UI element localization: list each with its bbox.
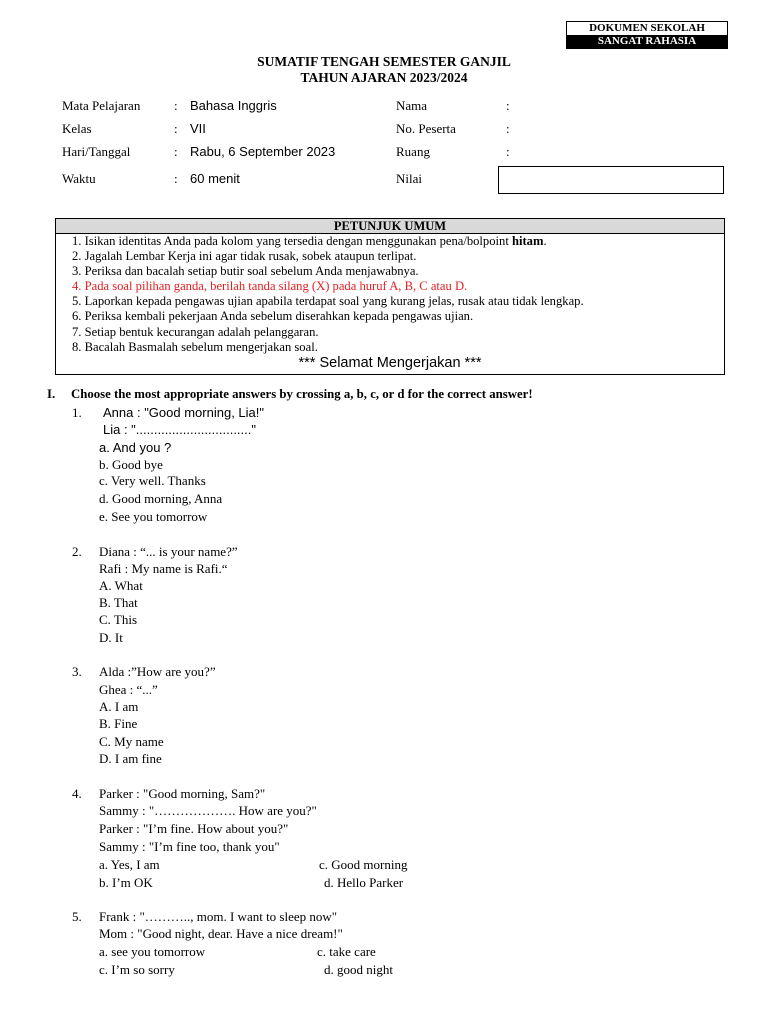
option-a[interactable]: a. Yes, I am (99, 857, 160, 872)
dialogue-line: Parker : "Good morning, Sam?" (99, 786, 266, 801)
question-number: 5. (72, 909, 82, 924)
waktu-label: Waktu (62, 171, 96, 186)
kelas-value: VII (190, 121, 206, 136)
option-b[interactable]: B. Fine (99, 716, 138, 731)
option-e[interactable]: e. See you tomorrow (99, 509, 208, 524)
peserta-label: No. Peserta (396, 121, 456, 136)
option-d[interactable]: D. It (99, 630, 123, 645)
instructions-footer: *** Selamat Mengerjakan *** (298, 354, 482, 371)
waktu-value: 60 menit (190, 171, 240, 186)
option-c[interactable]: c. Very well. Thanks (99, 473, 206, 488)
option-c[interactable]: c. Good morning (319, 857, 408, 872)
peserta-colon: : (506, 121, 510, 136)
mapel-value: Bahasa Inggris (190, 98, 277, 113)
hari-label: Hari/Tanggal (62, 144, 131, 159)
mapel-colon: : (174, 98, 178, 113)
option-a[interactable]: A. I am (99, 699, 139, 714)
option-d[interactable]: D. I am fine (99, 751, 162, 766)
instruction-item: 2. Jagalah Lembar Kerja ini agar tidak rusak, sobek ataupun terlipat. (72, 249, 417, 264)
option-d[interactable]: d. Hello Parker (324, 875, 404, 890)
option-c[interactable]: c. take care (317, 944, 376, 959)
stamp-line-2: SANGAT RAHASIA (567, 35, 727, 48)
dialogue-line: Anna : "Good morning, Lia!" (103, 405, 264, 420)
instructions-list (56, 234, 724, 355)
nama-colon: : (506, 98, 510, 113)
question-number: 4. (72, 786, 82, 801)
option-a[interactable]: a. see you tomorrow (99, 944, 206, 959)
hari-colon: : (174, 144, 178, 159)
instructions-title: PETUNJUK UMUM (56, 219, 724, 234)
instruction-item: 1. Isikan identitas Anda pada kolom yang tersedia dengan menggunakan pena/bolpoint hitam. (72, 234, 547, 248)
nilai-box (498, 166, 724, 194)
option-c[interactable]: C. This (99, 612, 138, 627)
option-c[interactable]: C. My name (99, 734, 164, 749)
dialogue-line: Frank : "……….., mom. I want to sleep now" (99, 909, 338, 924)
dialogue-line: Sammy : "I’m fine too, thank you" (99, 839, 280, 854)
option-d[interactable]: d. Good morning, Anna (99, 491, 223, 506)
dialogue-line: Lia : "................................" (103, 422, 256, 437)
dialogue-line: Mom : "Good night, dear. Have a nice dream!" (99, 926, 343, 941)
dialogue-line: Ghea : “...” (99, 682, 158, 697)
stamp-line-1: DOKUMEN SEKOLAH (589, 22, 705, 34)
section-number: I. (47, 387, 56, 401)
dialogue-line: Parker : "I’m fine. How about you?" (99, 821, 289, 836)
option-b[interactable]: B. That (99, 595, 138, 610)
option-a[interactable]: A. What (99, 578, 143, 593)
dialogue-line: Diana : “... is your name?” (99, 544, 238, 559)
dialogue-line: Rafi : My name is Rafi.“ (99, 561, 228, 576)
question-number: 2. (72, 544, 82, 559)
general-instructions (55, 218, 725, 375)
ruang-colon: : (506, 144, 510, 159)
option-d[interactable]: d. good night (324, 962, 393, 977)
option-b[interactable]: c. I’m so sorry (99, 962, 175, 977)
nama-label: Nama (396, 98, 428, 113)
academic-year: TAHUN AJARAN 2023/2024 (300, 70, 468, 85)
waktu-colon: : (174, 171, 178, 186)
kelas-colon: : (174, 121, 178, 136)
option-b[interactable]: b. Good bye (99, 457, 163, 472)
kelas-label: Kelas (62, 121, 92, 136)
instruction-item: 3. Periksa dan bacalah setiap butir soal sebelum Anda menjawabnya. (72, 264, 419, 279)
instruction-item: 8. Bacalah Basmalah sebelum mengerjakan soal. (72, 339, 318, 354)
nilai-label: Nilai (396, 171, 422, 186)
hari-value: Rabu, 6 September 2023 (190, 144, 336, 159)
exam-title: SUMATIF TENGAH SEMESTER GANJIL (257, 54, 511, 69)
confidential-stamp (566, 21, 728, 49)
instruction-item: 5. Laporkan kepada pengawas ujian apabila terdapat soal yang kurang jelas, rusak atau tidak lengkap. (72, 294, 584, 309)
question-number: 1. (72, 405, 82, 420)
instruction-item-highlight: 4. Pada soal pilihan ganda, berilah tanda silang (X) pada huruf A, B, C atau D. (72, 279, 468, 294)
ruang-label: Ruang (396, 144, 430, 159)
instruction-item: 7. Setiap bentuk kecurangan adalah pelanggaran. (72, 324, 319, 339)
option-b[interactable]: b. I’m OK (99, 875, 153, 890)
dialogue-line: Sammy : "………………. How are you?" (99, 803, 317, 818)
dialogue-line: Alda :”How are you?” (99, 664, 216, 679)
instruction-item: 6. Periksa kembali pekerjaan Anda sebelum diserahkan kepada pengawas ujian. (72, 309, 474, 324)
section-instruction: Choose the most appropriate answers by crossing a, b, c, or d for the correct answer! (71, 387, 533, 401)
question-number: 3. (72, 664, 82, 679)
mapel-label: Mata Pelajaran (62, 98, 141, 113)
option-a[interactable]: a. And you ? (99, 440, 172, 455)
